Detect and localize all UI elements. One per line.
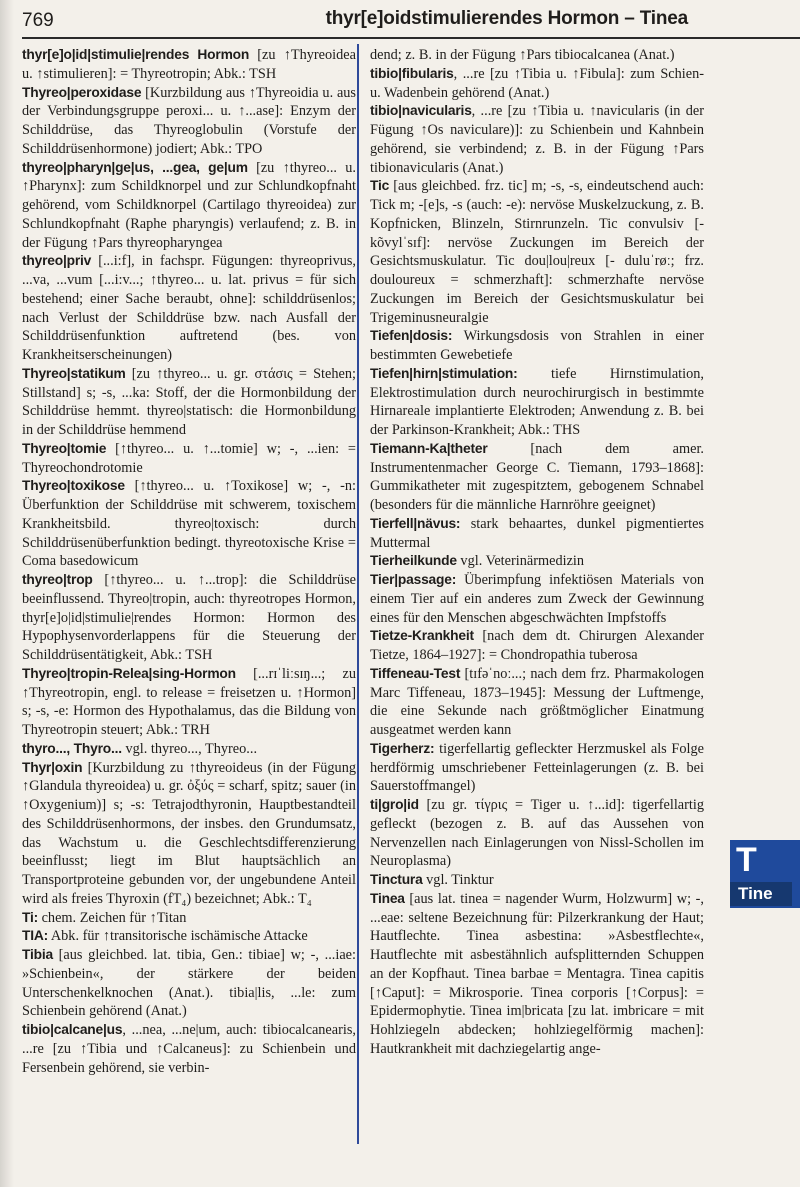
entry-headword: Tinea bbox=[370, 890, 405, 906]
entry-headword: Tier|passage: bbox=[370, 572, 457, 587]
entry-definition: [aus lat. tinea = nagender Wurm, Holzwurm] w; -, ...eae: seltene Bezeichnung für: Pilzerkrankung der Haut; Hautflechte. Tinea asbestina: »Asbestflechte«, Hautflechte mit asbestähnlich aufsplitternden Schuppen an der Kopfhaut. Tinea barbae = Mentagra. Tinea capitis [↑Caput]: = Mikrosporie. Tinea corporis [↑Corpus]: = Epidermophytie. Tinea im|bricata [zu lat. imbricare = mit Hohlziegeln abdecken; hohlziegelförmig machen]: Hautkrankheit mit dachziegelartig ange- bbox=[370, 890, 704, 1057]
entry-definition: [zu ↑Thyreoidea u. ↑stimulieren]: = Thyreotropin; Abk.: TSH bbox=[22, 47, 356, 82]
dictionary-entry bbox=[22, 665, 356, 740]
letter-thumb-tab bbox=[730, 840, 800, 908]
entry-headword: Tiemann-Ka|theter bbox=[370, 440, 488, 456]
dictionary-entry bbox=[22, 1021, 356, 1077]
thumb-tab-letter: T bbox=[736, 841, 757, 879]
entry-definition: [nach dem amer. Instrumentenmacher George C. Tiemann, 1793–1868]: Gummikatheter mit zugespitztem, gebogenem Schnabel (besonders für die männliche Harnröhre geeignet) bbox=[370, 440, 704, 513]
dictionary-entry bbox=[22, 252, 356, 365]
entry-headword: thyr[e]o|id|stimulie|rendes Hormon bbox=[22, 47, 250, 62]
entry-definition: Wirkungsdosis von Strahlen in einer bestimmten Gewebetiefe bbox=[370, 328, 704, 363]
entry-definition: [↑thyreo... u. ↑...trop]: die Schilddrüse beeinflussend. Thyreo|tropin, auch: thyreotropes Hormon, thyr[e]o|id|stimulie|rendes Hormon: Hormon des Hypophysenvorderlappens für die Steuerung der Schilddrüsentätigkeit, Abk.: TSH bbox=[22, 572, 356, 663]
entry-headword: thyreo|priv bbox=[22, 253, 92, 269]
entry-headword: Tierfell|nävus: bbox=[370, 515, 461, 531]
entry-definition: [Kurzbildung zu ↑thyreoideus (in der Fügung ↑Glandula thyreoidea) u. gr. ὀξύς = scharf, spitz; sauer (in ↑Oxygenium)] s; -s: Tetrajodthyronin, Hauptbestandteil des Schilddrüsenhormons, der insbes. den Grundumsatz, das Wachstum u. die Geschlechtsdifferenzierung beeinflusst; liegt im Blut hauptsächlich an Transportproteine gebunden vor, der ungebundene Anteil wird als freies Thyroxin (fT₄) bezeichnet; Abk.: T₄ bbox=[22, 759, 356, 907]
entry-headword: Tigerherz: bbox=[370, 740, 435, 756]
entry-definition: [...i:f], in fachspr. Fügungen: thyreoprivus, ...va, ...vum [...i:v...; ↑thyreo... u. lat. privus = für sich bestehend; einer Sache beraubt, ohne]: schilddrüsenlos; nach Verlust der Schilddrüse bzw. nach Ausfall der Schilddrüsenfunktion auftretend (bes. von Krankheitserscheinungen) bbox=[22, 253, 356, 363]
entry-headword: Tierheilkunde bbox=[370, 553, 457, 569]
dictionary-entry bbox=[22, 759, 356, 909]
entry-headword: Thyreo|statikum bbox=[22, 365, 126, 381]
entry-definition: [zu ↑thyreo... u. gr. στάσις = Stehen; Stillstand] s; -s, ...ka: Stoff, der die Hormonbildung der Schilddrüse hemmt. thyreo|statisch: die Hormonbildung in der Schilddrüse hemmend bbox=[22, 365, 356, 438]
dictionary-entry bbox=[22, 946, 356, 1021]
page-number: 769 bbox=[22, 10, 54, 31]
page-gutter-shadow bbox=[0, 0, 14, 1187]
dictionary-entry bbox=[370, 571, 704, 627]
entry-definition: chem. Zeichen für ↑Titan bbox=[38, 909, 187, 926]
dictionary-entry bbox=[22, 365, 356, 440]
thumb-tab-word: Tine bbox=[730, 882, 792, 906]
entry-headword: Thyreo|tropin-Relea|sing-Hormon bbox=[22, 665, 236, 681]
entry-headword: Thyr|oxin bbox=[22, 759, 83, 775]
entry-headword: Thyreo|peroxidase bbox=[22, 84, 142, 100]
entry-definition: [zu ↑thyreo... u. ↑Pharynx]: zum Schildknorpel und zur Schlundkopfnaht gehörend, vom Schildknorpel (Cartilago thyreoidea) zur Schlundkopfnaht (Raphe pharyngis) verlaufend; z. B. in der Fügung ↑Pars thyreopharyngea bbox=[22, 159, 356, 251]
entry-definition: vgl. Veterinärmedizin bbox=[456, 553, 585, 570]
entry-definition: tigerfellartig gefleckter Herzmuskel als Folge herdförmig umschriebener Fetteinlagerungen (z. B. bei Sauerstoffmangel) bbox=[370, 740, 704, 795]
column-divider bbox=[357, 44, 359, 1144]
entry-definition: vgl. thyreo..., Thyreo... bbox=[121, 740, 258, 757]
entry-definition: [↑thyreo... u. ↑Toxikose] w; -, -n: Überfunktion der Schilddrüse mit schwerem, toxischem Krankheitsbild. thyreo|toxisch: durch Schilddrüsenüberfunktion bedingt. thyreotoxische Krise = Coma basedowicum bbox=[22, 478, 356, 570]
entry-definition: , ...re [zu ↑Tibia u. ↑navicularis (in der Fügung ↑Os naviculare)]: zu Schienbein und Kahnbein gehörend, sie verbindend; z. B. in der Fügung ↑Pars tibionavicularis (Anat.) bbox=[370, 103, 704, 176]
dictionary-entry bbox=[22, 84, 356, 159]
entry-headword: Tic bbox=[370, 178, 390, 194]
right-column bbox=[370, 46, 704, 1059]
entry-definition: [zu gr. τίγρις = Tiger u. ↑...id]: tigerfellartig gefleckt (bezogen z. B. auf das Aussehen von Nervenzellen nach Einlagerungen von Nissl-Schollen im Neuroplasma) bbox=[370, 797, 704, 870]
entry-definition: [aus gleichbed. lat. tibia, Gen.: tibiae] w; -, ...iae: »Schienbein«, der stärkere der beiden Unterschenkelknochen (Anat.). tibia|lis, ...le: zum Schienbein gehörend (Anat.) bbox=[22, 947, 356, 1020]
dictionary-entry bbox=[22, 477, 356, 571]
entry-definition: [↑thyreo... u. ↑...tomie] w; -, ...ien: = Thyreochondrotomie bbox=[22, 440, 356, 476]
entry-definition: vgl. Tinktur bbox=[422, 872, 494, 888]
entry-headword: tibio|navicularis bbox=[370, 103, 472, 119]
dictionary-entry bbox=[370, 796, 704, 871]
entry-definition: [Kurzbildung aus ↑Thyreoidia u. aus der Verbindungsgruppe peroxi... u. ↑...ase]: Enzym der Schilddrüse, das Thyreoglobulin (Vorstufe der Schilddrüsenhormone) jodiert; Abk.: TPO bbox=[22, 84, 356, 157]
entry-definition: tiefe Hirnstimulation, Elektrostimulation durch neurochirurgisch in bestimmte Hirnareale implantierte Elektroden; Anwendung z. B. bei der Parkinson-Krankheit; Abk.: THS bbox=[370, 365, 704, 438]
dictionary-entry bbox=[22, 571, 356, 665]
entry-headword: Tiefen|hirn|stimulation: bbox=[370, 365, 518, 381]
dictionary-entry bbox=[370, 365, 704, 440]
entry-headword: Tiffeneau-Test bbox=[370, 665, 461, 681]
entry-headword: TIA: bbox=[22, 928, 49, 944]
entry-headword: thyreo|pharyn|ge|us, ...gea, ge|um bbox=[22, 159, 248, 175]
entry-definition: , ...nea, ...ne|um, auch: tibiocalcanearis, ...re [zu ↑Tibia und ↑Calcaneus]: zu Schienbein und Fersenbein gehörend, sie verbin- bbox=[22, 1022, 356, 1076]
entry-headword: Thyreo|tomie bbox=[22, 440, 107, 456]
running-head: thyr[e]oidstimulierendes Hormon – Tinea bbox=[325, 8, 688, 29]
entry-headword: Thyreo|toxikose bbox=[22, 478, 125, 494]
entry-definition: [aus gleichbed. frz. tic] m; -s, -s, eindeutschend auch: Tick m; -[e]s, -s (auch: -e): nervöse Muskelzuckung, z. B. Kopfnicken, Blinzeln, Stirnrunzeln. Tic convulsiv [- kõvylˈsɪf]: nervöse Zuckungen im Bereich der Gesichtsmuskulatur. Tic dou|lou|reux [- duluˈrøː; frz. douloureux = schmerzhaft]: schmerzhafte nervöse Zuckungen im Bereich der Gesichtsmuskulatur bei Trigeminusneuralgie bbox=[370, 178, 704, 326]
header-rule bbox=[22, 37, 800, 39]
entry-headword: Tiefen|dosis: bbox=[370, 328, 453, 344]
entry-definition: [tɪfəˈnoː...; nach dem frz. Pharmakologen Marc Tiffeneau, 1873–1945]: Messung der Luftmenge, die eine Sekunde nach größtmöglicher Einatmung ausgeatmet werden kann bbox=[370, 665, 704, 738]
dictionary-entry bbox=[370, 890, 704, 1059]
dictionary-entry bbox=[22, 740, 356, 759]
dictionary-entry bbox=[370, 740, 704, 796]
entry-headword: Tietze-Krankheit bbox=[370, 628, 474, 644]
dictionary-entry bbox=[370, 177, 704, 327]
entry-definition: [nach dem dt. Chirurgen Alexander Tietze, 1864–1927]: = Chondropathia tuberosa bbox=[370, 628, 704, 663]
dictionary-entry bbox=[370, 871, 704, 890]
dictionary-entry bbox=[370, 102, 704, 177]
dictionary-entry bbox=[22, 909, 356, 928]
entry-headword: Tinctura bbox=[370, 872, 423, 887]
entry-headword: tibio|calcane|us bbox=[22, 1022, 123, 1037]
entry-headword: ti|gro|id bbox=[370, 797, 419, 812]
dictionary-entry bbox=[370, 440, 704, 515]
entry-headword: thyreo|trop bbox=[22, 572, 93, 587]
entry-definition: dend; z. B. in der Fügung ↑Pars tibiocalcanea (Anat.) bbox=[370, 47, 675, 63]
dictionary-entry bbox=[370, 515, 704, 553]
entry-definition: [...rɪˈliːsɪŋ...; zu ↑Thyreotropin, engl. to release = freisetzen u. ↑Hormon] s; -s, -e: Hormon des Hypothalamus, das die Bildung von Thyreotropin steuert; Abk.: TRH bbox=[22, 665, 356, 738]
entry-definition: Überimpfung infektiösen Materials von einem Tier auf ein anderes zum Zweck der Gewinnung eines für den Menschen abgeschwächten Impfstoffs bbox=[370, 572, 704, 626]
dictionary-entry bbox=[370, 552, 704, 571]
dictionary-entry bbox=[370, 665, 704, 740]
left-column bbox=[22, 46, 356, 1077]
dictionary-entry bbox=[22, 159, 356, 253]
entry-definition: stark behaartes, dunkel pigmentiertes Muttermal bbox=[370, 515, 704, 551]
dictionary-entry bbox=[22, 440, 356, 478]
entry-headword: tibio|fibularis bbox=[370, 65, 454, 81]
dictionary-entry bbox=[370, 327, 704, 365]
dictionary-entry bbox=[22, 46, 356, 84]
entry-headword: Tibia bbox=[22, 947, 53, 962]
entry-definition: Abk. für ↑transitorische ischämische Attacke bbox=[48, 928, 308, 945]
dictionary-entry bbox=[370, 627, 704, 665]
dictionary-entry bbox=[22, 927, 356, 946]
entry-headword: thyro..., Thyro... bbox=[22, 740, 122, 756]
entry-definition: , ...re [zu ↑Tibia u. ↑Fibula]: zum Schien- u. Wadenbein gehörend (Anat.) bbox=[370, 65, 704, 101]
entry-headword: Ti: bbox=[22, 909, 39, 925]
dictionary-entry bbox=[370, 46, 704, 65]
dictionary-entry bbox=[370, 65, 704, 103]
